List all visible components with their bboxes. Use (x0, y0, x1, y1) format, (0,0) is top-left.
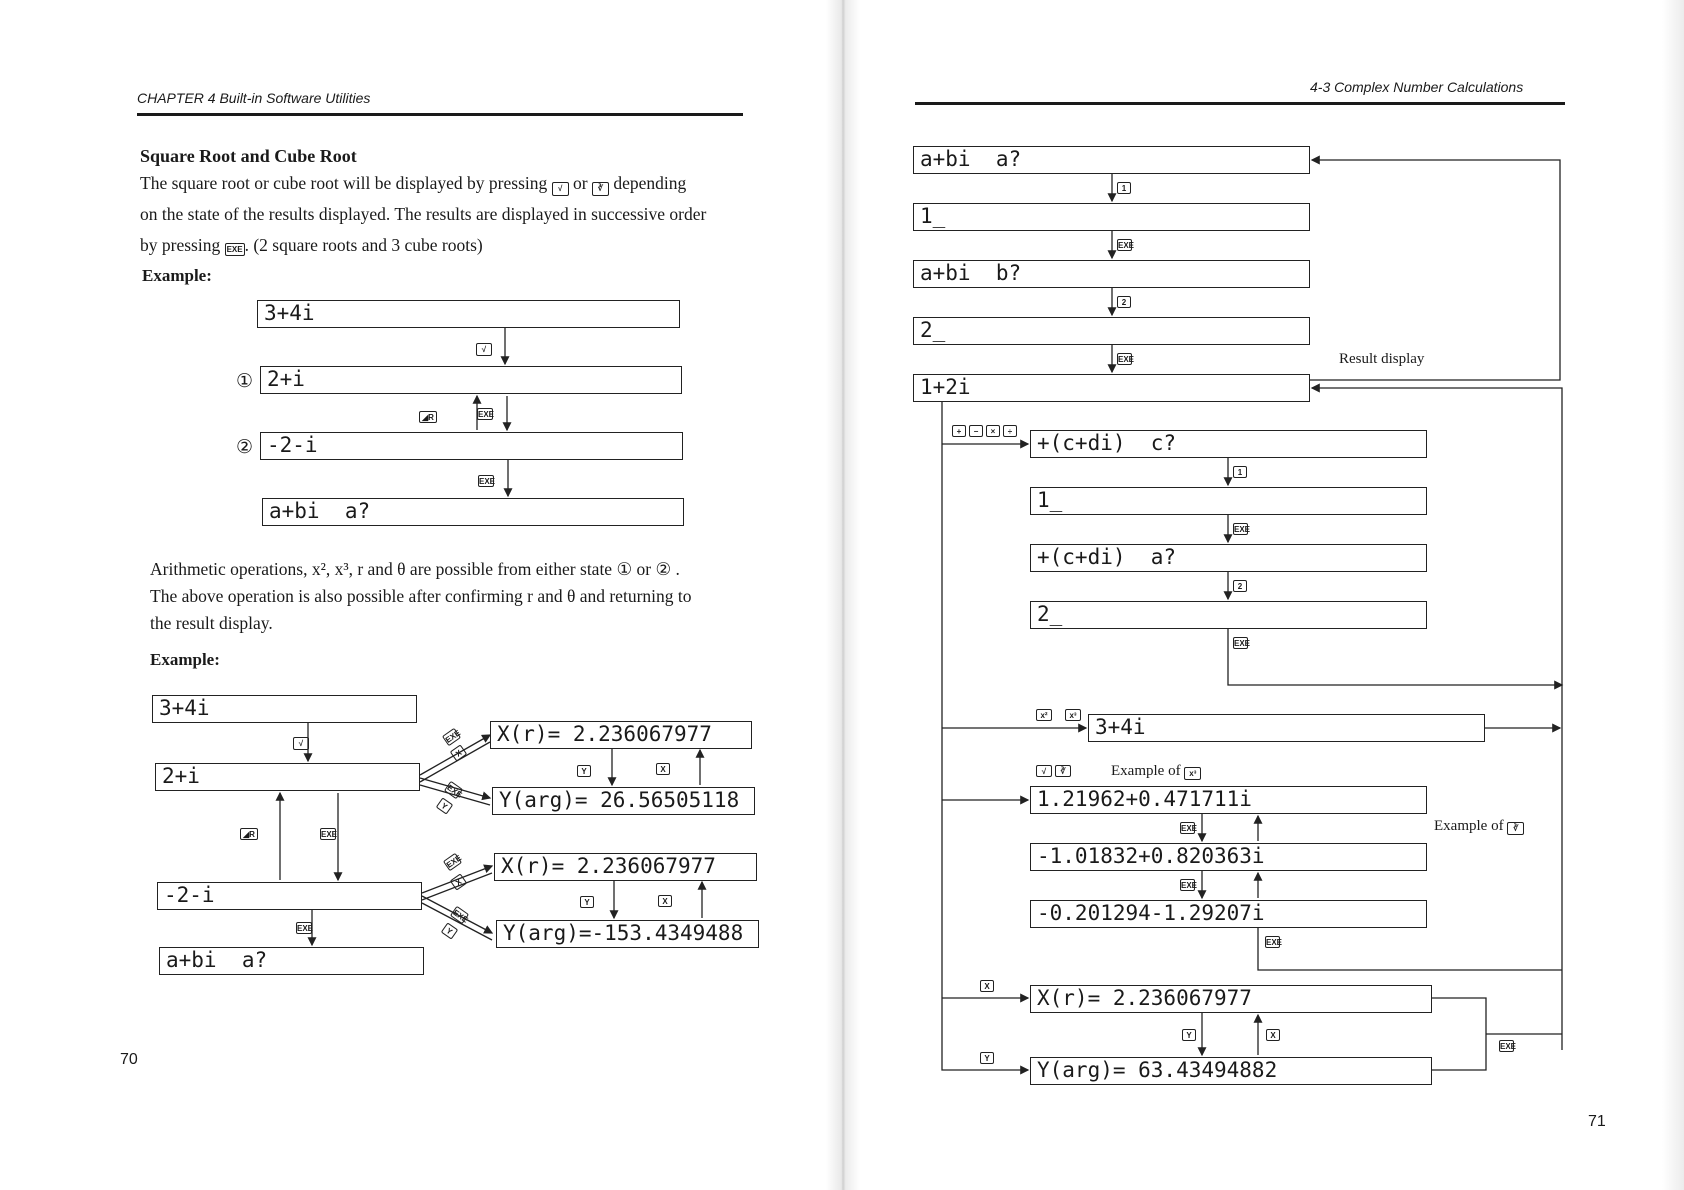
calc-display: -2-i (260, 432, 683, 460)
result-display-label: Result display (1339, 351, 1425, 367)
calc-display: X(r)= 2.236067977 (490, 721, 752, 749)
exe-key-icon: EXE (478, 410, 495, 419)
exe-key-icon: EXE (479, 477, 496, 486)
x-key-icon: X (656, 763, 670, 775)
y-key-icon: Y (441, 922, 459, 939)
y-key-icon: Y (580, 896, 594, 908)
example-x3-label: Example of x³ (1111, 763, 1201, 780)
x-key-icon: X (450, 873, 468, 890)
state-marker: ① (236, 371, 254, 392)
exe-key-icon: EXE (1266, 938, 1283, 947)
calc-display: -2-i (157, 882, 422, 910)
calc-display: 3+4i (152, 695, 417, 723)
calc-display: X(r)= 2.236067977 (1030, 985, 1432, 1013)
calc-display: 2_ (1030, 601, 1427, 629)
exe-key-icon: EXE (443, 728, 463, 745)
example-label: Example: (142, 266, 212, 285)
exe-key-icon: EXE (226, 245, 243, 254)
section-header: 4-3 Complex Number Calculations (1310, 79, 1524, 95)
x3-key-icon: x³ (1184, 767, 1201, 780)
example-cbrt-label: Example of ∛ (1434, 818, 1524, 835)
x-key-icon: X (980, 980, 994, 992)
calc-display: 3+4i (257, 300, 680, 328)
calc-display: 2+i (260, 366, 682, 394)
x-key-icon: X (1266, 1029, 1280, 1041)
exe-key-icon: EXE (1118, 241, 1135, 250)
exe-key-icon: EXE (1181, 824, 1198, 833)
calc-display: +(c+di) c? (1030, 430, 1427, 458)
one-key-icon: 1 (1117, 182, 1131, 194)
sqrt-key-icon: √ (293, 737, 309, 750)
cbrt-key-icon: ∛ (592, 182, 609, 196)
y-key-icon: Y (1182, 1029, 1196, 1041)
page-number: 70 (120, 1051, 138, 1068)
exe-key-icon: EXE (444, 781, 463, 799)
plus-key-icon: + (952, 425, 966, 437)
y-key-icon: Y (436, 797, 454, 814)
x3-key-icon: x³ (1065, 709, 1081, 721)
sqrt-key-icon: √ (476, 343, 492, 356)
calc-display: a+bi a? (262, 498, 684, 526)
calc-display: -1.01832+0.820363i (1030, 843, 1427, 871)
state-marker: ② (236, 437, 254, 458)
x-key-icon: X (658, 895, 672, 907)
calc-display: 3+4i (1088, 714, 1485, 742)
calc-display: a+bi a? (159, 947, 424, 975)
two-key-icon: 2 (1117, 296, 1131, 308)
sqrt-key-icon: √ (552, 182, 569, 196)
calc-display: 2+i (155, 763, 420, 791)
x-key-icon: X (450, 744, 468, 761)
calc-display: 2_ (913, 317, 1310, 345)
calc-display: Y(arg)=-153.4349488 (496, 920, 759, 948)
x2-key-icon: x² (1036, 709, 1052, 721)
calc-display: 1_ (1030, 487, 1427, 515)
sqrt-key-icon: √ (1036, 765, 1052, 777)
exe-key-icon: EXE (444, 853, 464, 870)
exe-key-icon: EXE (1234, 525, 1251, 534)
exe-key-icon: EXE (1500, 1042, 1517, 1051)
cbrt-key-icon: ∛ (1507, 822, 1524, 835)
exe-key-icon: EXE (450, 906, 469, 924)
calc-display: 1.21962+0.471711i (1030, 786, 1427, 814)
exe-key-icon: EXE (1234, 639, 1251, 648)
exe-key-icon: EXE (1118, 355, 1135, 364)
two-key-icon: 2 (1233, 580, 1247, 592)
calc-display: 1+2i (913, 374, 1310, 402)
chapter-header: CHAPTER 4 Built-in Software Utilities (137, 90, 371, 106)
exe-key-icon: EXE (321, 830, 338, 839)
calc-display: a+bi b? (913, 260, 1310, 288)
divide-key-icon: ÷ (1003, 425, 1017, 437)
y-key-icon: Y (980, 1052, 994, 1064)
calc-display: Y(arg)= 63.43494882 (1030, 1057, 1432, 1085)
calc-display: a+bi a? (913, 146, 1310, 174)
example-label: Example: (150, 650, 220, 669)
shift-r-key-icon: ◢R (419, 411, 437, 423)
arithmetic-paragraph: Arithmetic operations, x², x³, r and θ are possible from either state ① or ② . The above operation is also possible after confirming r and θ and returning to the result display. (150, 559, 692, 633)
cbrt-key-icon: ∛ (1055, 765, 1071, 777)
exe-key-icon: EXE (1181, 881, 1198, 890)
intro-paragraph: The square root or cube root will be displayed by pressing √ or ∛ depending on the state of the results displayed. The results are displayed in successive order by pressing EXE . (2 square roots and 3 cube roots) (140, 173, 707, 255)
exe-key-icon: EXE (297, 924, 314, 933)
times-key-icon: × (986, 425, 1000, 437)
calc-display: Y(arg)= 26.56505118 (492, 787, 755, 815)
shift-r-key-icon: ◢R (240, 828, 258, 840)
calc-display: -0.201294-1.29207i (1030, 900, 1427, 928)
calc-display: +(c+di) a? (1030, 544, 1427, 572)
page-number: 71 (1588, 1113, 1606, 1130)
one-key-icon: 1 (1233, 466, 1247, 478)
section-heading: Square Root and Cube Root (140, 146, 357, 166)
calc-display: 1_ (913, 203, 1310, 231)
minus-key-icon: − (969, 425, 983, 437)
calc-display: X(r)= 2.236067977 (494, 853, 757, 881)
y-key-icon: Y (577, 765, 591, 777)
